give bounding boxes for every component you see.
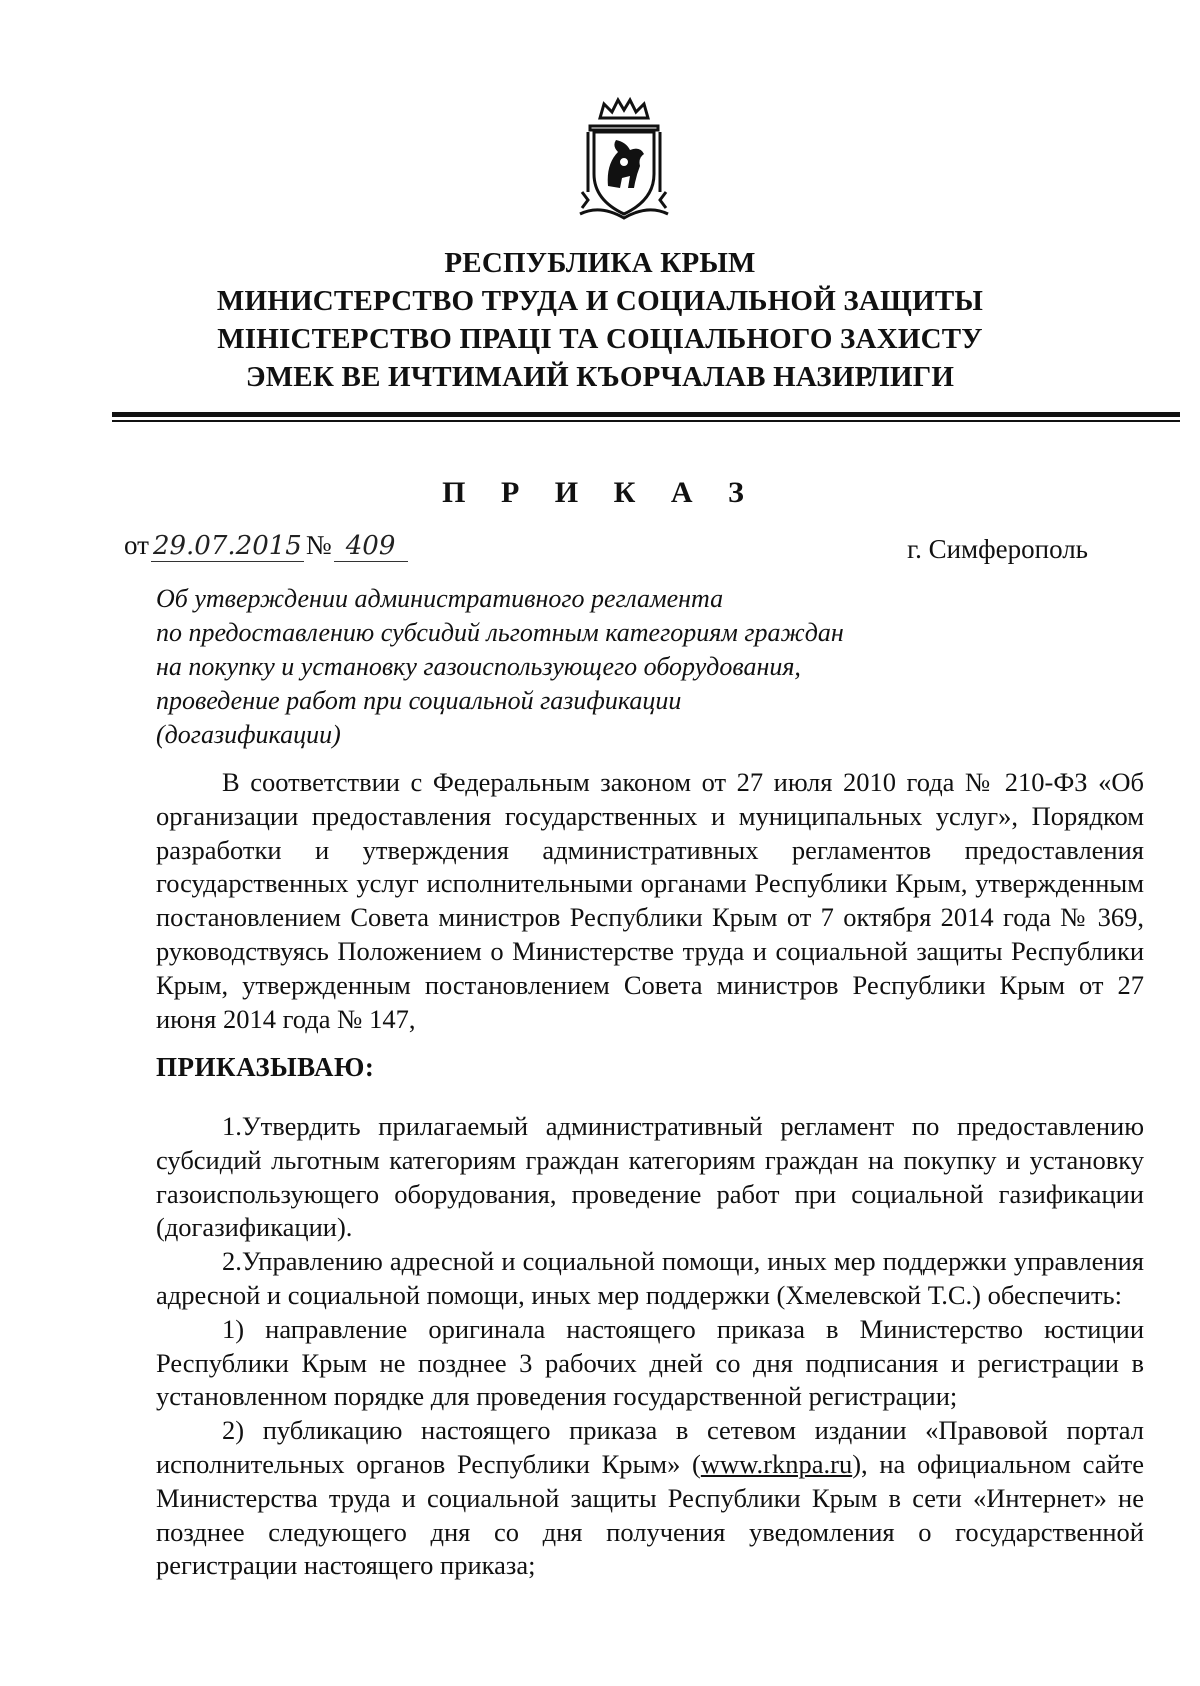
preamble-paragraph [156,766,1144,1036]
handwritten-number: 409 [334,531,408,562]
order-item-2-2 [156,1414,1144,1583]
document-title: П Р И К А З [442,476,758,509]
header-line-ministry-ua: МІНІСТЕРСТВО ПРАЦІ ТА СОЦІАЛЬНОГО ЗАХИСТУ [217,323,983,355]
ministry-header [0,244,1200,396]
order-subject [156,582,916,752]
order-item-1: 1.Утвердить прилагаемый административный регламент по предоставлению субсидий льготным категориям граждан категориям граждан на покупку и установку газоиспользующего оборудования, проведение работ при социальной газификации (догазификации). [156,1111,1144,1243]
date-prefix: от [124,530,149,560]
item-2-2-text: 2) публикацию настоящего приказа в сетевом издании «Правовой портал исполнительных органов Республики Крым» ( [156,1415,1144,1479]
order-word: ПРИКАЗЫВАЮ: [156,1052,375,1082]
order-item-2-1: 1) направление оригинала настоящего приказа в Министерство юстиции Республики Крым не позднее 3 рабочих дней со дня подписания и регистрации в установленном порядке для проведения государственной регистрации; [156,1313,1144,1412]
header-divider-thick [112,412,1180,417]
subject-line: Об утверждении административного регламента [156,584,724,613]
header-divider-thin [112,420,1180,422]
rknpa-link[interactable]: www.rknpa.ru [700,1448,853,1479]
header-line-ministry-crh: ЭМЕК ВЕ ИЧТИМАИЙ КЪОРЧАЛАВ НАЗИРЛИГИ [245,361,955,393]
city-name: г. Симферополь [907,534,1088,564]
preamble-text: В соответствии с Федеральным законом от 27 июля 2010 года № 210-ФЗ «Об организации предоставления государственных и муниципальных услуг», Порядком разработки и утверждения административных регламентов предоставления государственных услуг исполнительными органами Республики Крым, утвержденным постановлением Совета министров Республики Крым от 7 октября 2014 года № 369, руководствуясь Положением о Министерстве труда и социальной защиты Республики Крым, утвержденным постановлением Совета министров Республики Крым от 27 июня 2014 года № 147, [156,767,1144,1034]
order-item-2: 2.Управлению адресной и социальной помощи, иных мер поддержки управления адресной и социальной помощи, иных мер поддержки (Хмелевской Т.С.) обеспечить: [156,1246,1144,1310]
item-2-2-text-after: ), на официальном сайте Министерства труда и социальной защиты Республики Крым в сети «Интернет» не позднее следующего дня со дня получения уведомления о государственной регистрации настоящего приказа; [156,1448,1144,1581]
subject-line: по предоставлению субсидий льготным категориям граждан [156,618,844,647]
date-number-row [124,530,1088,570]
header-line-ministry-ru: МИНИСТЕРСТВО ТРУДА И СОЦИАЛЬНОЙ ЗАЩИТЫ [216,285,984,317]
header-line-republic: РЕСПУБЛИКА КРЫМ [444,247,756,279]
subject-line: проведение работ при социальной газификации [156,686,682,715]
subject-line: (догазификации) [156,720,341,749]
subject-line: на покупку и установку газоиспользующего оборудования, [156,652,801,681]
number-prefix: № [305,530,332,560]
order-items [156,1110,1144,1583]
handwritten-date: 29.07.2015 [152,531,302,561]
coat-of-arms-emblem [560,96,688,228]
